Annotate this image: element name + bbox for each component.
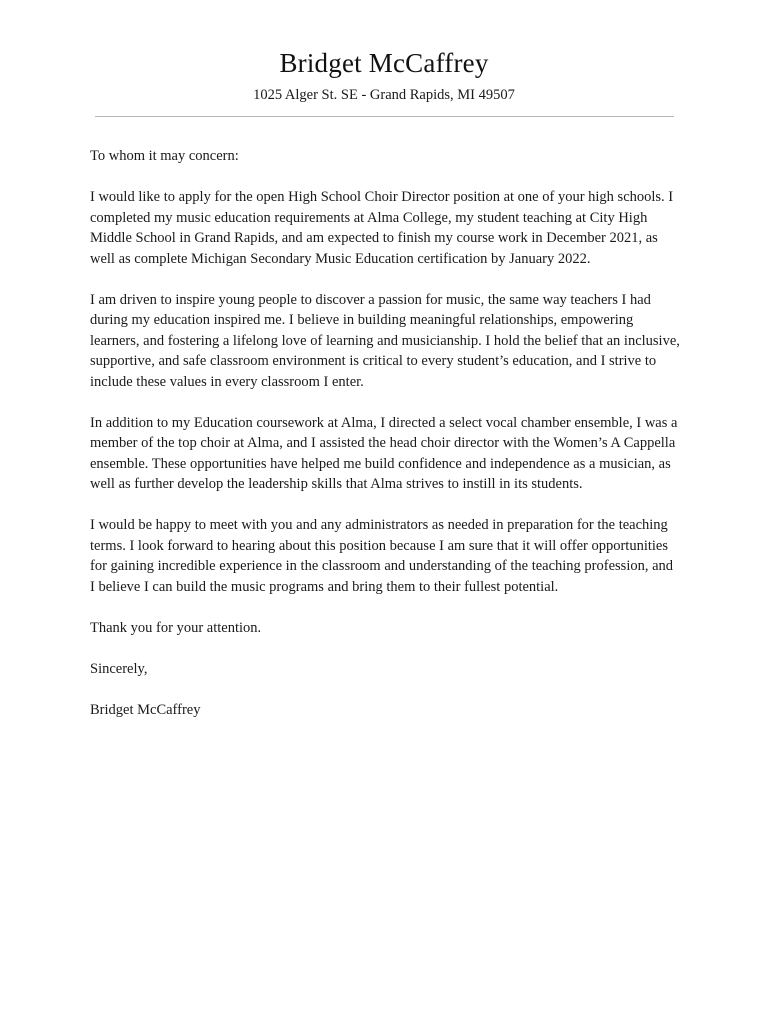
letter-body [90,146,680,741]
paragraph-experience: In addition to my Education coursework at Alma, I directed a select vocal chamber ensemble, I was a member of the top choir at Alma, and I assisted the head choir director with the Women’s A Cappella ensemble. These opportunities have helped me build confidence and independence as a musician, as well as further develop the leadership skills that Alma strives to instill in its students. [90,414,678,492]
salutation: To whom it may concern: [90,148,239,164]
closing: Sincerely, [90,660,148,677]
thank-you-line: Thank you for your attention. [90,619,262,636]
paragraph-interview: I would be happy to meet with you and any administrators as needed in preparation for the teaching terms. I look forward to hearing about this position because I am sure that it will offer opportunities for gaining incredible experience in the classroom and understanding of the teaching profession, and I believe I can build the music programs and bring them to their fullest potential. [90,517,674,595]
header-divider [95,116,674,117]
paragraph-motivation: I am driven to inspire young people to discover a passion for music, the same way teachers I had during my education inspired me. I believe in building meaningful relationships, empowering learners, and fostering a lifelong love of learning and musicianship. I hold the belief that an inclusive, supportive, and safe classroom environment is critical to every student’s education, and I strive to include these values in every classroom I enter. [90,291,680,390]
signature: Bridget McCaffrey [90,701,201,718]
sender-address: 1025 Alger St. SE - Grand Rapids, MI 49507 [253,87,515,103]
letterhead [0,46,768,104]
paragraph-application: I would like to apply for the open High School Choir Director position at one of your high schools. I completed my music education requirements at Alma College, my student teaching at City High Middle School in Grand Rapids, and am expected to finish my course work in December 2021, as well as complete Michigan Secondary Music Education certification by January 2022. [90,189,674,267]
sender-name: Bridget McCaffrey [279,48,489,78]
